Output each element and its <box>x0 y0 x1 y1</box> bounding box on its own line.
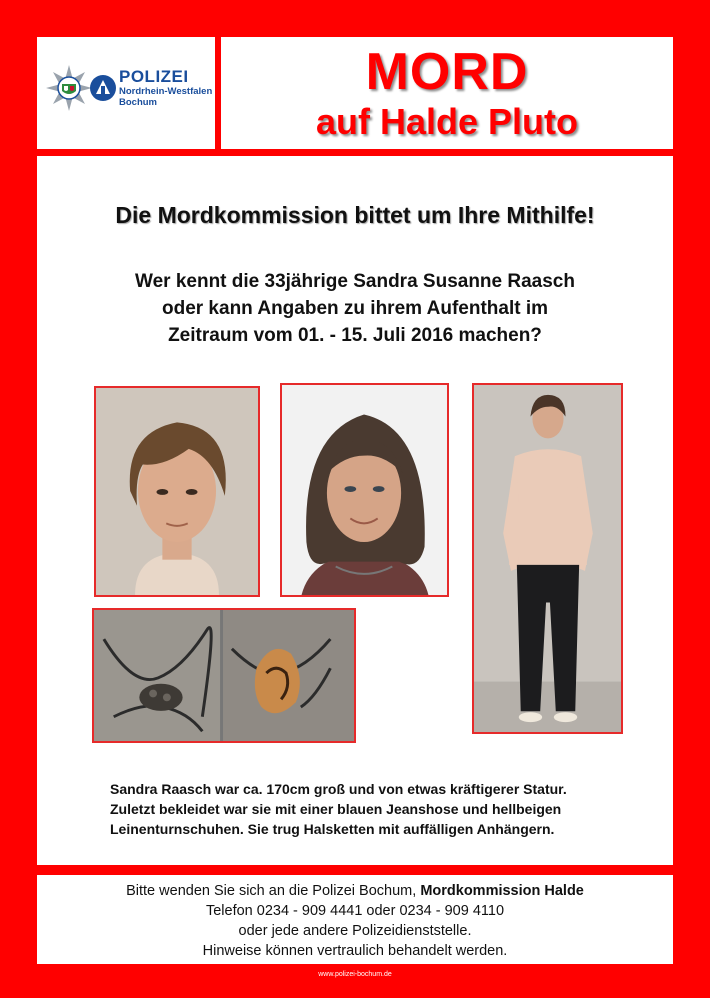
victim-photo-full-body <box>472 383 623 734</box>
logo-title: POLIZEI <box>119 67 189 86</box>
question-line: Zeitraum vom 01. - 15. Juli 2016 machen? <box>168 325 542 346</box>
contact-unit: Mordkommission Halde <box>420 883 584 899</box>
full-body-image <box>474 385 621 732</box>
logo-subtitle-state: Nordrhein-Westfalen <box>119 86 213 97</box>
logo-subtitle-city: Bochum <box>119 97 157 108</box>
logo-text <box>119 67 212 108</box>
contact-line <box>37 881 673 901</box>
question-line: oder kann Angaben zu ihrem Aufenthalt im <box>161 298 548 319</box>
title-box <box>221 37 673 149</box>
portrait-image <box>282 385 447 595</box>
police-star-icon <box>45 64 93 112</box>
victim-photo-1 <box>94 386 260 597</box>
police-logo-box <box>37 37 215 149</box>
description-line: Leinenturnschuhen. Sie trug Halsketten mit auffälligen Anhängern. <box>110 821 555 837</box>
pendants-image <box>94 610 354 741</box>
contact-footer <box>37 875 673 964</box>
confidential-line: Hinweise können vertraulich behandelt werden. <box>202 943 508 959</box>
portrait-image <box>96 388 258 595</box>
phone-line: Telefon 0234 - 909 4441 oder 0234 - 909 4110 <box>205 903 505 919</box>
description-line: Zuletzt bekleidet war sie mit einer blauen Jeanshose und hellbeigen <box>110 801 562 817</box>
contact-prefix: Bitte wenden Sie sich an die Polizei Bochum, <box>126 883 421 899</box>
question-line: Wer kennt die 33jährige Sandra Susanne Raasch <box>135 271 575 292</box>
logo-emblem-icon <box>89 68 117 108</box>
main-content <box>37 156 673 865</box>
description-text <box>110 779 670 839</box>
other-stations-line: oder jede andere Polizeidienststelle. <box>238 923 472 939</box>
description-line: Sandra Raasch war ca. 170cm groß und von etwas kräftigerer Statur. <box>110 781 567 797</box>
title-mord: MORD <box>365 43 529 101</box>
necklace-pendants-photo <box>92 608 356 743</box>
question-text <box>37 268 673 349</box>
website-link[interactable]: www.polizei-bochum.de <box>318 971 392 978</box>
title-halde: auf Halde Pluto <box>315 101 579 142</box>
victim-photo-2 <box>280 383 449 597</box>
headline: Die Mordkommission bittet um Ihre Mithilfe! <box>115 202 595 228</box>
